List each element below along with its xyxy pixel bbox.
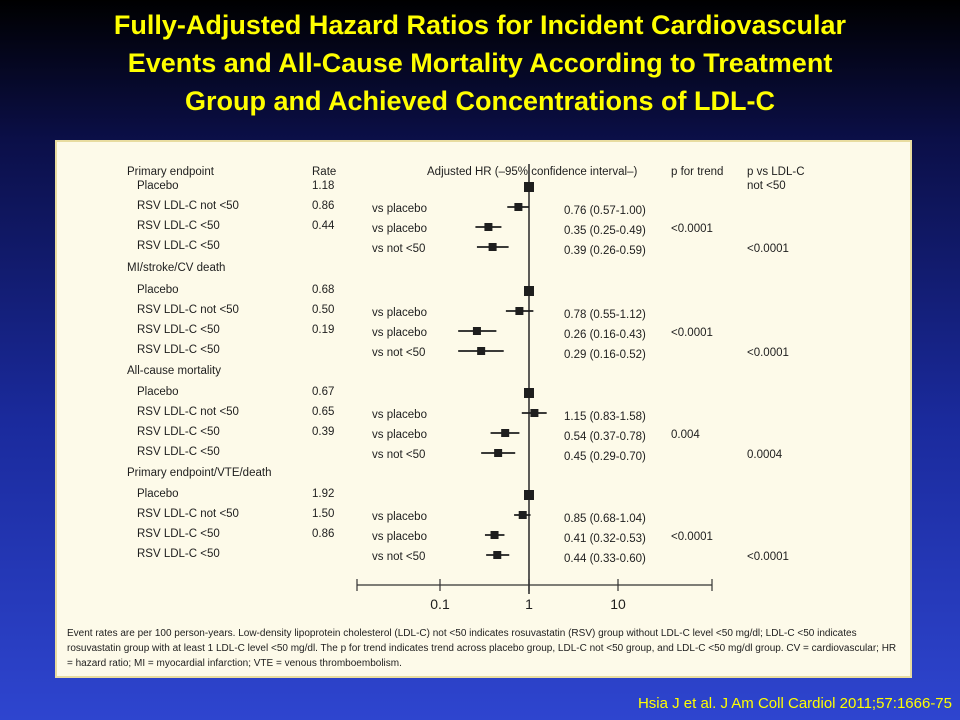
citation: Hsia J et al. J Am Coll Cardiol 2011;57:1666-75 xyxy=(637,695,952,712)
hr-point-marker xyxy=(524,490,534,500)
hr-point-marker xyxy=(477,347,485,355)
row-label: RSV LDL-C <50 xyxy=(137,446,220,458)
hr-point-marker xyxy=(484,223,492,231)
row-hr-ci: 0.29 (0.16-0.52) xyxy=(564,349,646,361)
section-title: All-cause mortality xyxy=(127,365,221,377)
row-rate: 0.86 xyxy=(312,528,335,540)
row-p-trend: <0.0001 xyxy=(671,531,713,543)
row-label: Placebo xyxy=(137,488,179,500)
row-hr-ci: 0.44 (0.33-0.60) xyxy=(564,553,646,565)
row-label: RSV LDL-C not <50 xyxy=(137,200,239,212)
row-label: RSV LDL-C <50 xyxy=(137,548,220,560)
row-rate: 0.44 xyxy=(312,220,335,232)
hr-point-marker xyxy=(493,551,501,559)
row-comparison: vs placebo xyxy=(372,429,427,441)
hr-point-marker xyxy=(515,307,523,315)
title-line-1: Fully-Adjusted Hazard Ratios for Incident Cardiovascular xyxy=(113,10,847,40)
row-p-trend: 0.004 xyxy=(671,429,700,441)
row-p-vs: 0.0004 xyxy=(747,449,783,461)
hr-point-marker xyxy=(501,429,509,437)
forest-plot-figure xyxy=(55,140,912,678)
row-label: RSV LDL-C not <50 xyxy=(137,406,239,418)
row-comparison: vs placebo xyxy=(372,511,427,523)
section-title: Primary endpoint/VTE/death xyxy=(127,467,272,479)
hr-point-marker xyxy=(491,531,499,539)
rate-column-header: Rate xyxy=(312,166,337,178)
row-rate: 1.18 xyxy=(312,180,335,192)
row-comparison: vs placebo xyxy=(372,223,427,235)
row-label: RSV LDL-C <50 xyxy=(137,220,220,232)
section-title: MI/stroke/CV death xyxy=(127,262,226,274)
row-hr-ci: 0.26 (0.16-0.43) xyxy=(564,329,646,341)
row-rate: 0.50 xyxy=(312,304,335,316)
row-hr-ci: 0.78 (0.55-1.12) xyxy=(564,309,646,321)
row-rate: 0.65 xyxy=(312,406,335,418)
hr-point-marker xyxy=(514,203,522,211)
hr-point-marker xyxy=(519,511,527,519)
row-label: RSV LDL-C <50 xyxy=(137,324,220,336)
title-line-2: Events and All-Cause Mortality According to Treatment xyxy=(127,48,833,78)
row-label: RSV LDL-C not <50 xyxy=(137,508,239,520)
row-label: RSV LDL-C not <50 xyxy=(137,304,239,316)
hr-column-header: Adjusted HR (–95% confidence interval–) xyxy=(427,166,638,178)
x-tick-label: 10 xyxy=(610,596,626,612)
hr-point-marker xyxy=(473,327,481,335)
row-hr-ci: 0.85 (0.68-1.04) xyxy=(564,513,646,525)
row-label: Placebo xyxy=(137,386,179,398)
row-comparison: vs placebo xyxy=(372,409,427,421)
row-hr-ci: 0.41 (0.32-0.53) xyxy=(564,533,646,545)
row-hr-ci: 0.54 (0.37-0.78) xyxy=(564,431,646,443)
hr-point-marker xyxy=(524,388,534,398)
row-label: RSV LDL-C <50 xyxy=(137,344,220,356)
row-comparison: vs placebo xyxy=(372,531,427,543)
row-comparison: vs not <50 xyxy=(372,449,426,461)
row-rate: 1.92 xyxy=(312,488,335,500)
row-comparison: vs not <50 xyxy=(372,347,426,359)
row-hr-ci: 1.15 (0.83-1.58) xyxy=(564,411,646,423)
row-comparison: vs not <50 xyxy=(372,243,426,255)
row-rate: 0.68 xyxy=(312,284,335,296)
row-p-vs: <0.0001 xyxy=(747,243,789,255)
row-rate: 0.67 xyxy=(312,386,335,398)
hr-point-marker xyxy=(494,449,502,457)
row-hr-ci: 0.76 (0.57-1.00) xyxy=(564,205,646,217)
row-rate: 0.86 xyxy=(312,200,335,212)
figure-footnote: Event rates are per 100 person-years. Low-density lipoprotein cholesterol (LDL-C) not <50 indicates rosuvastatin (RSV) group without LDL-C level <50 mg/dl; LDL-C <50 indicates rosuvastatin group with at least 1 LDL-C level <50 mg/dl. The p for trend indicates trend across placebo group, LDL-C not <50 group, and LDL-C <50 mg/dl group. CV = cardiovascular; HR = hazard ratio; MI = myocardial infarction; VTE = venous thromboembolism. xyxy=(67,628,897,669)
row-label: RSV LDL-C <50 xyxy=(137,426,220,438)
row-rate: 1.50 xyxy=(312,508,335,520)
row-rate: 0.39 xyxy=(312,426,335,438)
x-tick-label: 1 xyxy=(525,596,533,612)
row-label: RSV LDL-C <50 xyxy=(137,240,220,252)
hr-point-marker xyxy=(530,409,538,417)
row-p-vs: <0.0001 xyxy=(747,551,789,563)
hr-point-marker xyxy=(524,286,534,296)
row-label: RSV LDL-C <50 xyxy=(137,528,220,540)
p-trend-column-header: p for trend xyxy=(671,166,724,178)
hr-point-marker xyxy=(524,182,534,192)
slide-title xyxy=(0,6,960,120)
row-p-trend: <0.0001 xyxy=(671,327,713,339)
row-hr-ci: 0.35 (0.25-0.49) xyxy=(564,225,646,237)
row-hr-ci: 0.39 (0.26-0.59) xyxy=(564,245,646,257)
row-rate: 0.19 xyxy=(312,324,335,336)
title-line-3: Group and Achieved Concentrations of LDL-C xyxy=(184,86,776,116)
row-label: Placebo xyxy=(137,180,179,192)
row-comparison: vs placebo xyxy=(372,203,427,215)
row-hr-ci: 0.45 (0.29-0.70) xyxy=(564,451,646,463)
p-vs-column-header: p vs LDL-C xyxy=(747,166,805,178)
hr-point-marker xyxy=(489,243,497,251)
row-comparison: vs placebo xyxy=(372,307,427,319)
row-comparison: vs not <50 xyxy=(372,551,426,563)
x-tick-label: 0.1 xyxy=(430,596,450,612)
p-vs-column-header-line2: not <50 xyxy=(747,180,786,192)
row-p-trend: <0.0001 xyxy=(671,223,713,235)
row-p-vs: <0.0001 xyxy=(747,347,789,359)
section-title-primary-endpoint: Primary endpoint xyxy=(127,166,214,178)
row-label: Placebo xyxy=(137,284,179,296)
forest-plot xyxy=(57,142,910,622)
row-comparison: vs placebo xyxy=(372,327,427,339)
